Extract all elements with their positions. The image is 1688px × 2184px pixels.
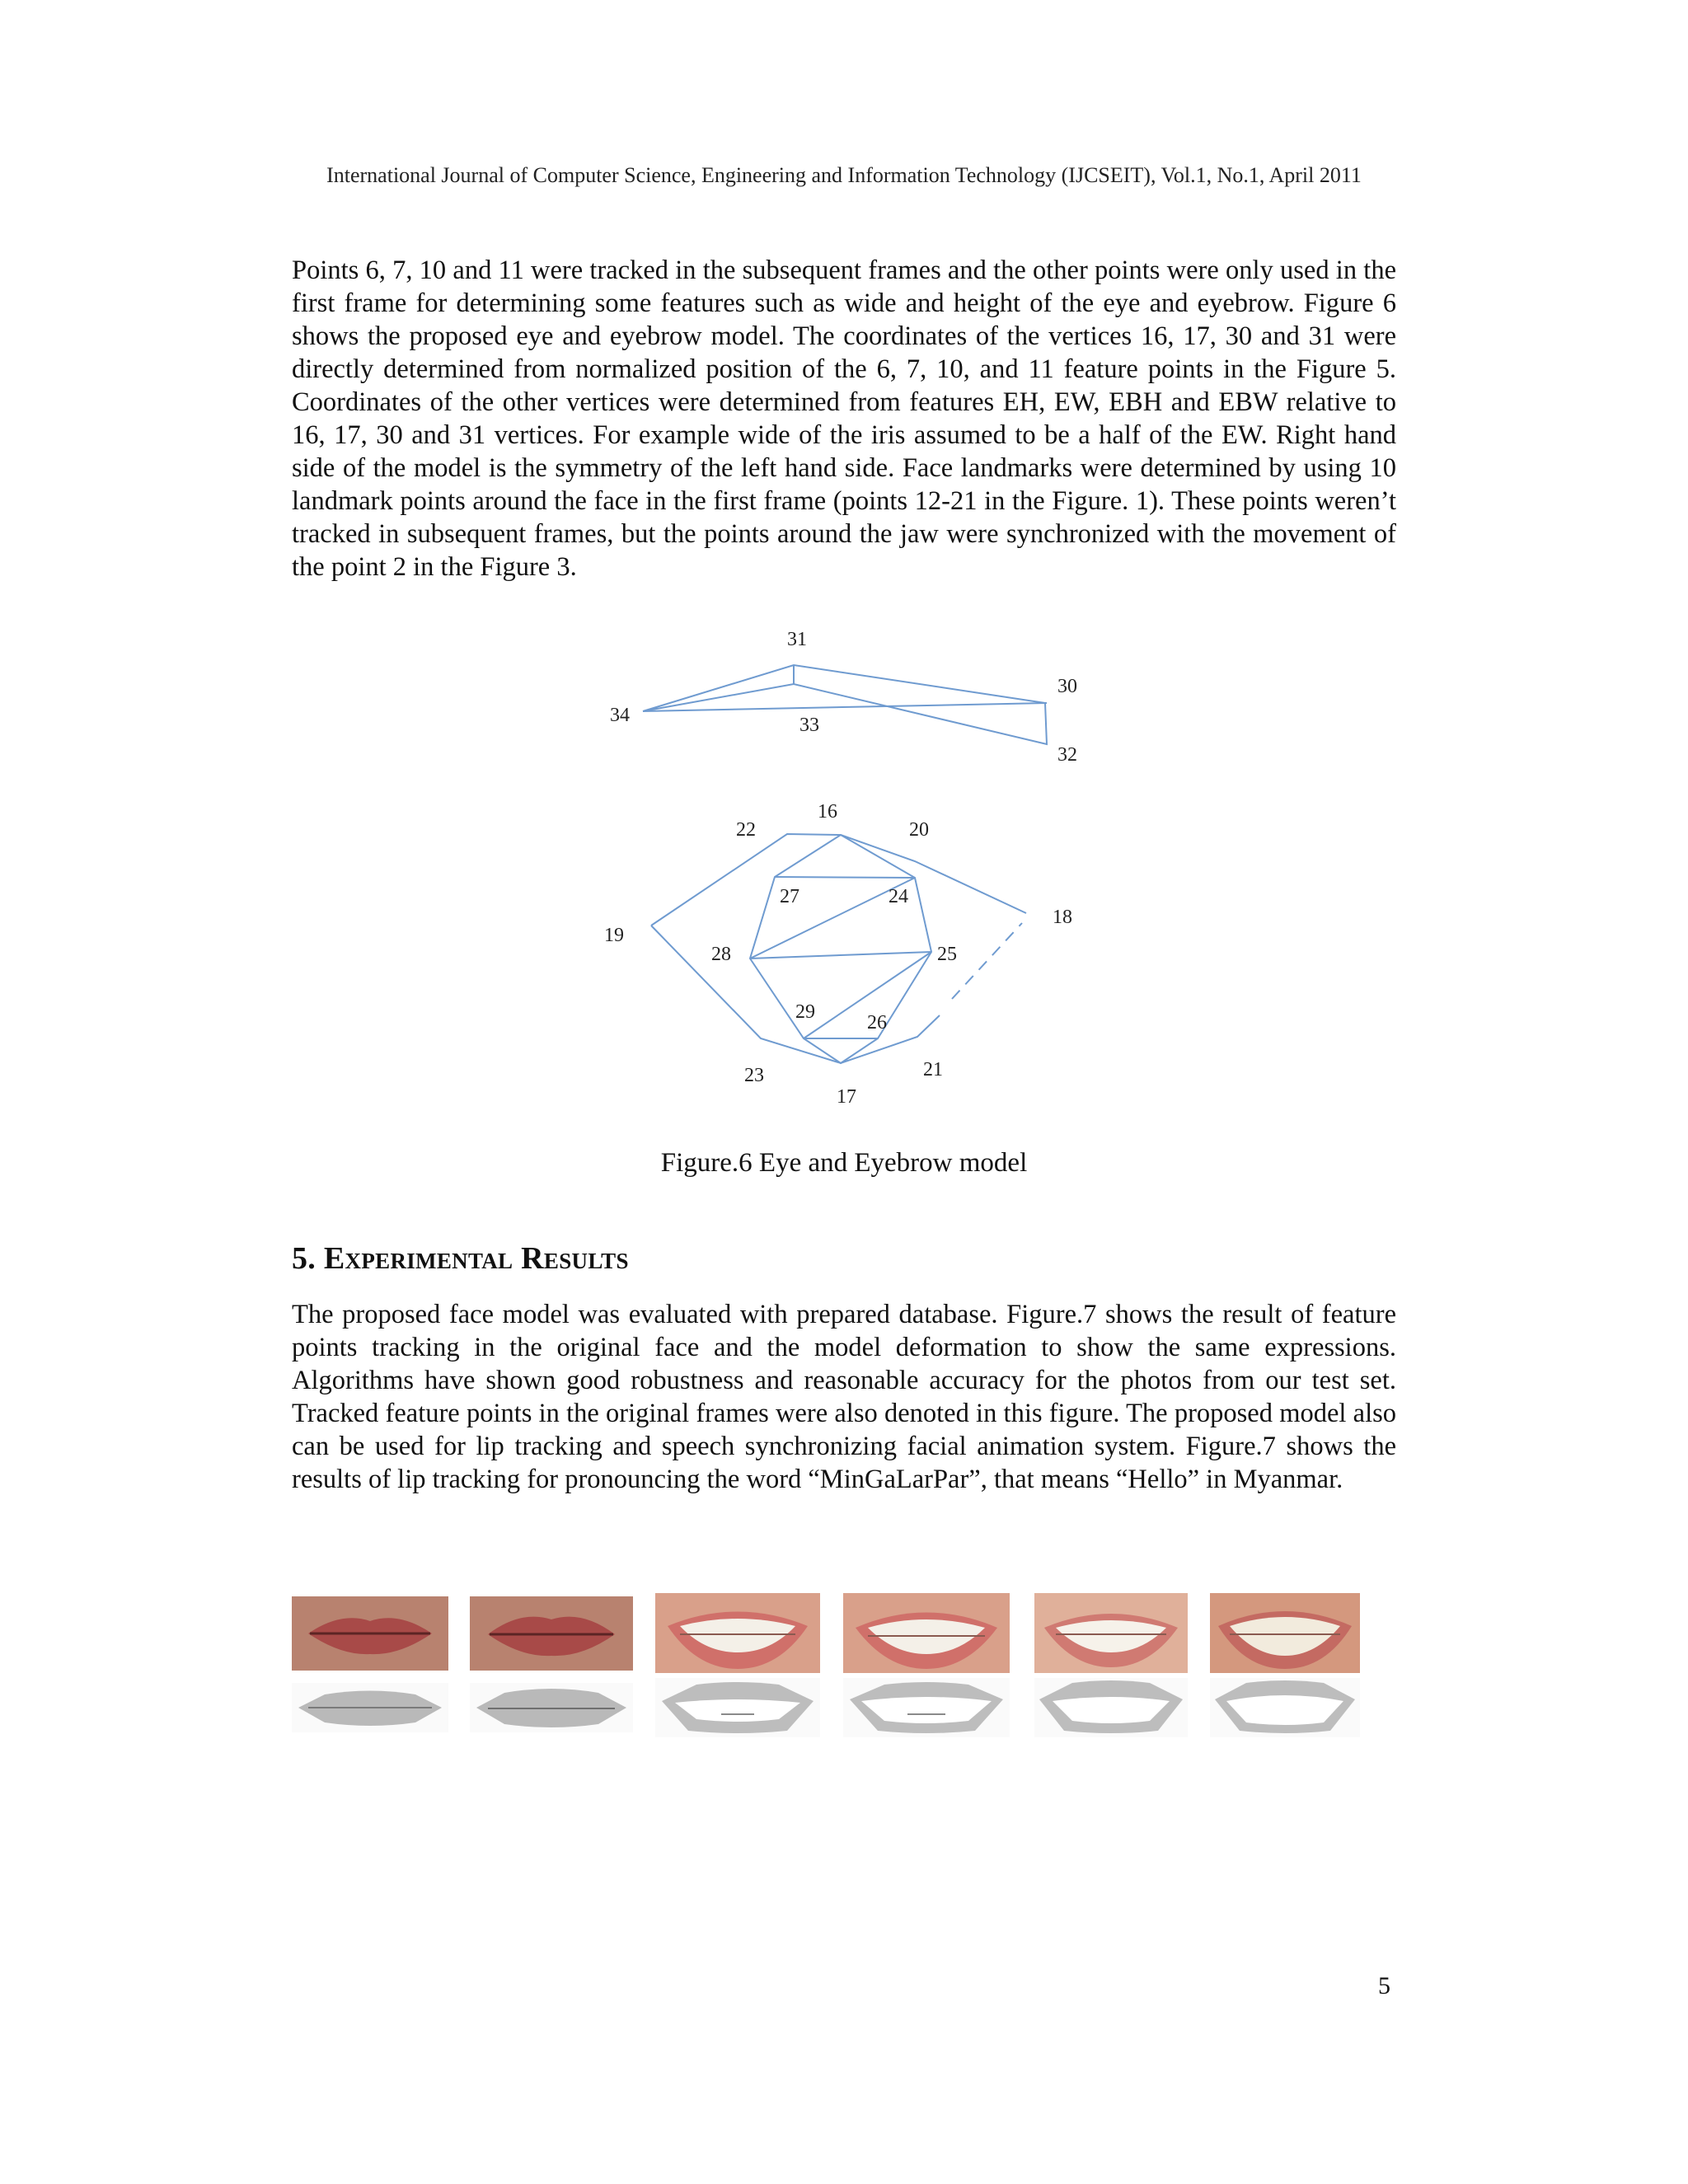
label-18: 18 <box>1053 907 1072 928</box>
label-34: 34 <box>610 705 630 726</box>
section-heading: 5. Experimental Results <box>292 1241 629 1276</box>
lip-photo-5 <box>1034 1593 1188 1673</box>
label-27: 27 <box>780 886 799 907</box>
label-23: 23 <box>744 1065 764 1086</box>
lip-model-3 <box>655 1678 820 1737</box>
lip-model-5 <box>1034 1678 1188 1737</box>
label-21: 21 <box>923 1059 943 1080</box>
label-24: 24 <box>889 886 908 907</box>
label-28: 28 <box>711 944 731 965</box>
label-31: 31 <box>787 629 807 650</box>
lip-model-1 <box>292 1683 448 1732</box>
lip-model-6 <box>1210 1678 1360 1737</box>
label-20: 20 <box>909 819 929 841</box>
label-33: 33 <box>799 715 819 736</box>
label-32: 32 <box>1057 744 1077 766</box>
running-header: International Journal of Computer Science, Engineering and Information Technology (IJCSEIT), Vol.1, No.1, April 2011 <box>326 163 1362 187</box>
label-29: 29 <box>795 1001 815 1023</box>
lip-photo-1 <box>292 1596 448 1671</box>
label-26: 26 <box>867 1012 887 1033</box>
label-19: 19 <box>604 925 624 946</box>
figure-6-eye-eyebrow-model <box>577 618 1104 1113</box>
lip-photo-6 <box>1210 1593 1360 1673</box>
lip-photo-3 <box>655 1593 820 1673</box>
page-number: 5 <box>1378 1972 1390 1999</box>
figure-6-edges <box>643 665 1047 1063</box>
body-paragraph-1: Points 6, 7, 10 and 11 were tracked in the subsequent frames and the other points were only used in the first frame for determining some features such as wide and height of the eye and eyebrow. Figure 6 shows the proposed eye and eyebrow model. The coordinates of the vertices 16, 17, 30 and 31 were directly determined from normalized position of the 6, 7, 10, and 11 feature points in the Figure 5. Coordinates of the other vertices were determined from features EH, EW, EBH and EBW relative to 16, 17, 30 and 31 vertices. For example wide of the iris assumed to be a half of the EW. Right hand side of the model is the symmetry of the left hand side. Face landmarks were determined by using 10 landmark points around the face in the first frame (points 12-21 in the Figure. 1). These points weren’t tracked in subsequent frames, but the points around the jaw were synchronized with the movement of the point 2 in the Figure 3. <box>292 255 1396 582</box>
label-22: 22 <box>736 819 756 841</box>
label-16: 16 <box>818 801 837 823</box>
label-25: 25 <box>937 944 957 965</box>
body-paragraph-2: The proposed face model was evaluated with prepared database. Figure.7 shows the result of feature points tracking in the original face and the model deformation to show the same expressions. Algorithms have shown good robustness and reasonable accuracy for the photos from our test set. Tracked feature points in the original frames were also denoted in this figure. The proposed model also can be used for lip tracking and speech synchronizing facial animation system. Figure.7 shows the results of lip tracking for pronouncing the word “MinGaLarPar”, that means “Hello” in Myanmar. <box>292 1300 1396 1494</box>
figure-6-caption: Figure.6 Eye and Eyebrow model <box>660 1148 1028 1178</box>
lip-photo-4 <box>843 1593 1010 1673</box>
lip-model-4 <box>843 1678 1010 1737</box>
lip-photo-2 <box>470 1596 633 1671</box>
label-30: 30 <box>1057 676 1077 697</box>
lip-model-2 <box>470 1683 633 1732</box>
label-17: 17 <box>837 1086 856 1108</box>
